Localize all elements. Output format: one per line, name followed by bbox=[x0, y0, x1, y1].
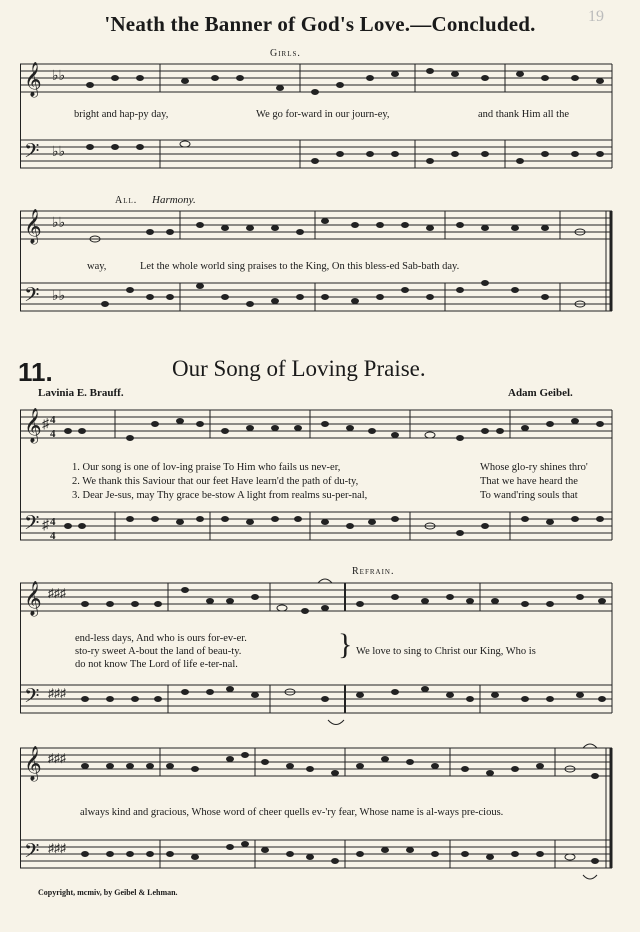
refrain-line-1: We love to sing to Christ our King, Who is bbox=[356, 646, 536, 657]
svg-text:𝄞: 𝄞 bbox=[24, 409, 42, 442]
svg-text:𝄞: 𝄞 bbox=[24, 747, 42, 780]
svg-text:♯: ♯ bbox=[42, 518, 49, 533]
svg-text:4: 4 bbox=[50, 414, 56, 426]
svg-text:𝄢: 𝄢 bbox=[24, 141, 40, 167]
svg-text:♯: ♯ bbox=[42, 417, 49, 432]
svg-text:♯♯♯: ♯♯♯ bbox=[48, 841, 66, 855]
verse2-line-b: That we have heard the bbox=[480, 476, 578, 487]
svg-text:𝄞: 𝄞 bbox=[24, 582, 42, 615]
lyric-line-2b: Let the whole world sing praises to the King, On this bless-ed Sab-bath day. bbox=[140, 261, 460, 272]
girls-label: Girls. bbox=[270, 48, 301, 59]
refrain-label: Refrain. bbox=[352, 566, 395, 577]
verse3-line-b: To wand'ring souls that bbox=[480, 490, 578, 501]
svg-text:𝄢: 𝄢 bbox=[24, 513, 40, 539]
page-number: 19 bbox=[588, 8, 604, 25]
staff-system-1-svg bbox=[20, 58, 620, 198]
svg-text:♭♭: ♭♭ bbox=[52, 145, 66, 160]
refrain-line-2: always kind and gracious, Whose word of cheer quells ev-'ry fear, Whose name is al-ways pre-cious. bbox=[80, 807, 504, 818]
svg-text:𝄢: 𝄢 bbox=[24, 841, 40, 867]
section1-title: 'Neath the Banner of God's Love.—Concluded. bbox=[104, 12, 536, 36]
svg-text:♭♭: ♭♭ bbox=[52, 69, 66, 84]
lyric-line-1a: bright and hap-py day, bbox=[74, 109, 169, 120]
verse2-line-c: sto-ry sweet A-bout the land of beau-ty. bbox=[75, 646, 242, 657]
svg-text:♯♯♯: ♯♯♯ bbox=[48, 586, 66, 600]
svg-text:4: 4 bbox=[50, 516, 56, 528]
verse3-line-c: do not know The Lord of life e-ter-nal. bbox=[75, 659, 238, 670]
lyric-line-1b: We go for-ward in our journ-ey, bbox=[256, 109, 390, 120]
composer-credit: Adam Geibel. bbox=[508, 387, 573, 399]
svg-text:♭♭: ♭♭ bbox=[52, 216, 66, 231]
svg-text:♭♭: ♭♭ bbox=[52, 289, 66, 304]
verse1-line-b: Whose glo-ry shines thro' bbox=[480, 462, 588, 473]
svg-text:♯♯♯: ♯♯♯ bbox=[48, 751, 66, 765]
verse2-line-a: 2. We thank this Saviour that our feet Have learn'd the path of du-ty, bbox=[72, 476, 359, 487]
svg-text:4: 4 bbox=[50, 530, 56, 542]
harmony-label: Harmony. bbox=[152, 194, 196, 206]
verse-brace: } bbox=[338, 628, 353, 661]
svg-text:𝄞: 𝄞 bbox=[24, 210, 42, 243]
verse1-line-c: end-less days, And who is ours for-ev-er. bbox=[75, 633, 247, 644]
copyright-notice: Copyright, mcmiv, by Geibel & Lehman. bbox=[38, 888, 178, 897]
lyricist-credit: Lavinia E. Brauff. bbox=[38, 387, 124, 399]
all-label: All. bbox=[115, 195, 138, 206]
svg-text:𝄞: 𝄞 bbox=[24, 63, 42, 96]
svg-text:𝄢: 𝄢 bbox=[24, 686, 40, 712]
lyric-line-2a: way, bbox=[87, 261, 107, 272]
hymn-title: Our Song of Loving Praise. bbox=[172, 356, 426, 381]
music-system-1 bbox=[20, 58, 620, 198]
svg-text:𝄢: 𝄢 bbox=[24, 285, 40, 311]
verse1-line-a: 1. Our song is one of lov-ing praise To Him who fails us nev-er, bbox=[72, 462, 341, 473]
lyric-line-1c: and thank Him all the bbox=[478, 109, 569, 120]
svg-text:♯♯♯: ♯♯♯ bbox=[48, 686, 66, 700]
svg-text:4: 4 bbox=[50, 428, 56, 440]
verse3-line-a: 3. Dear Je-sus, may Thy grace be-stow A light from realms su-per-nal, bbox=[72, 490, 368, 501]
hymn-number: 11. bbox=[18, 357, 53, 387]
